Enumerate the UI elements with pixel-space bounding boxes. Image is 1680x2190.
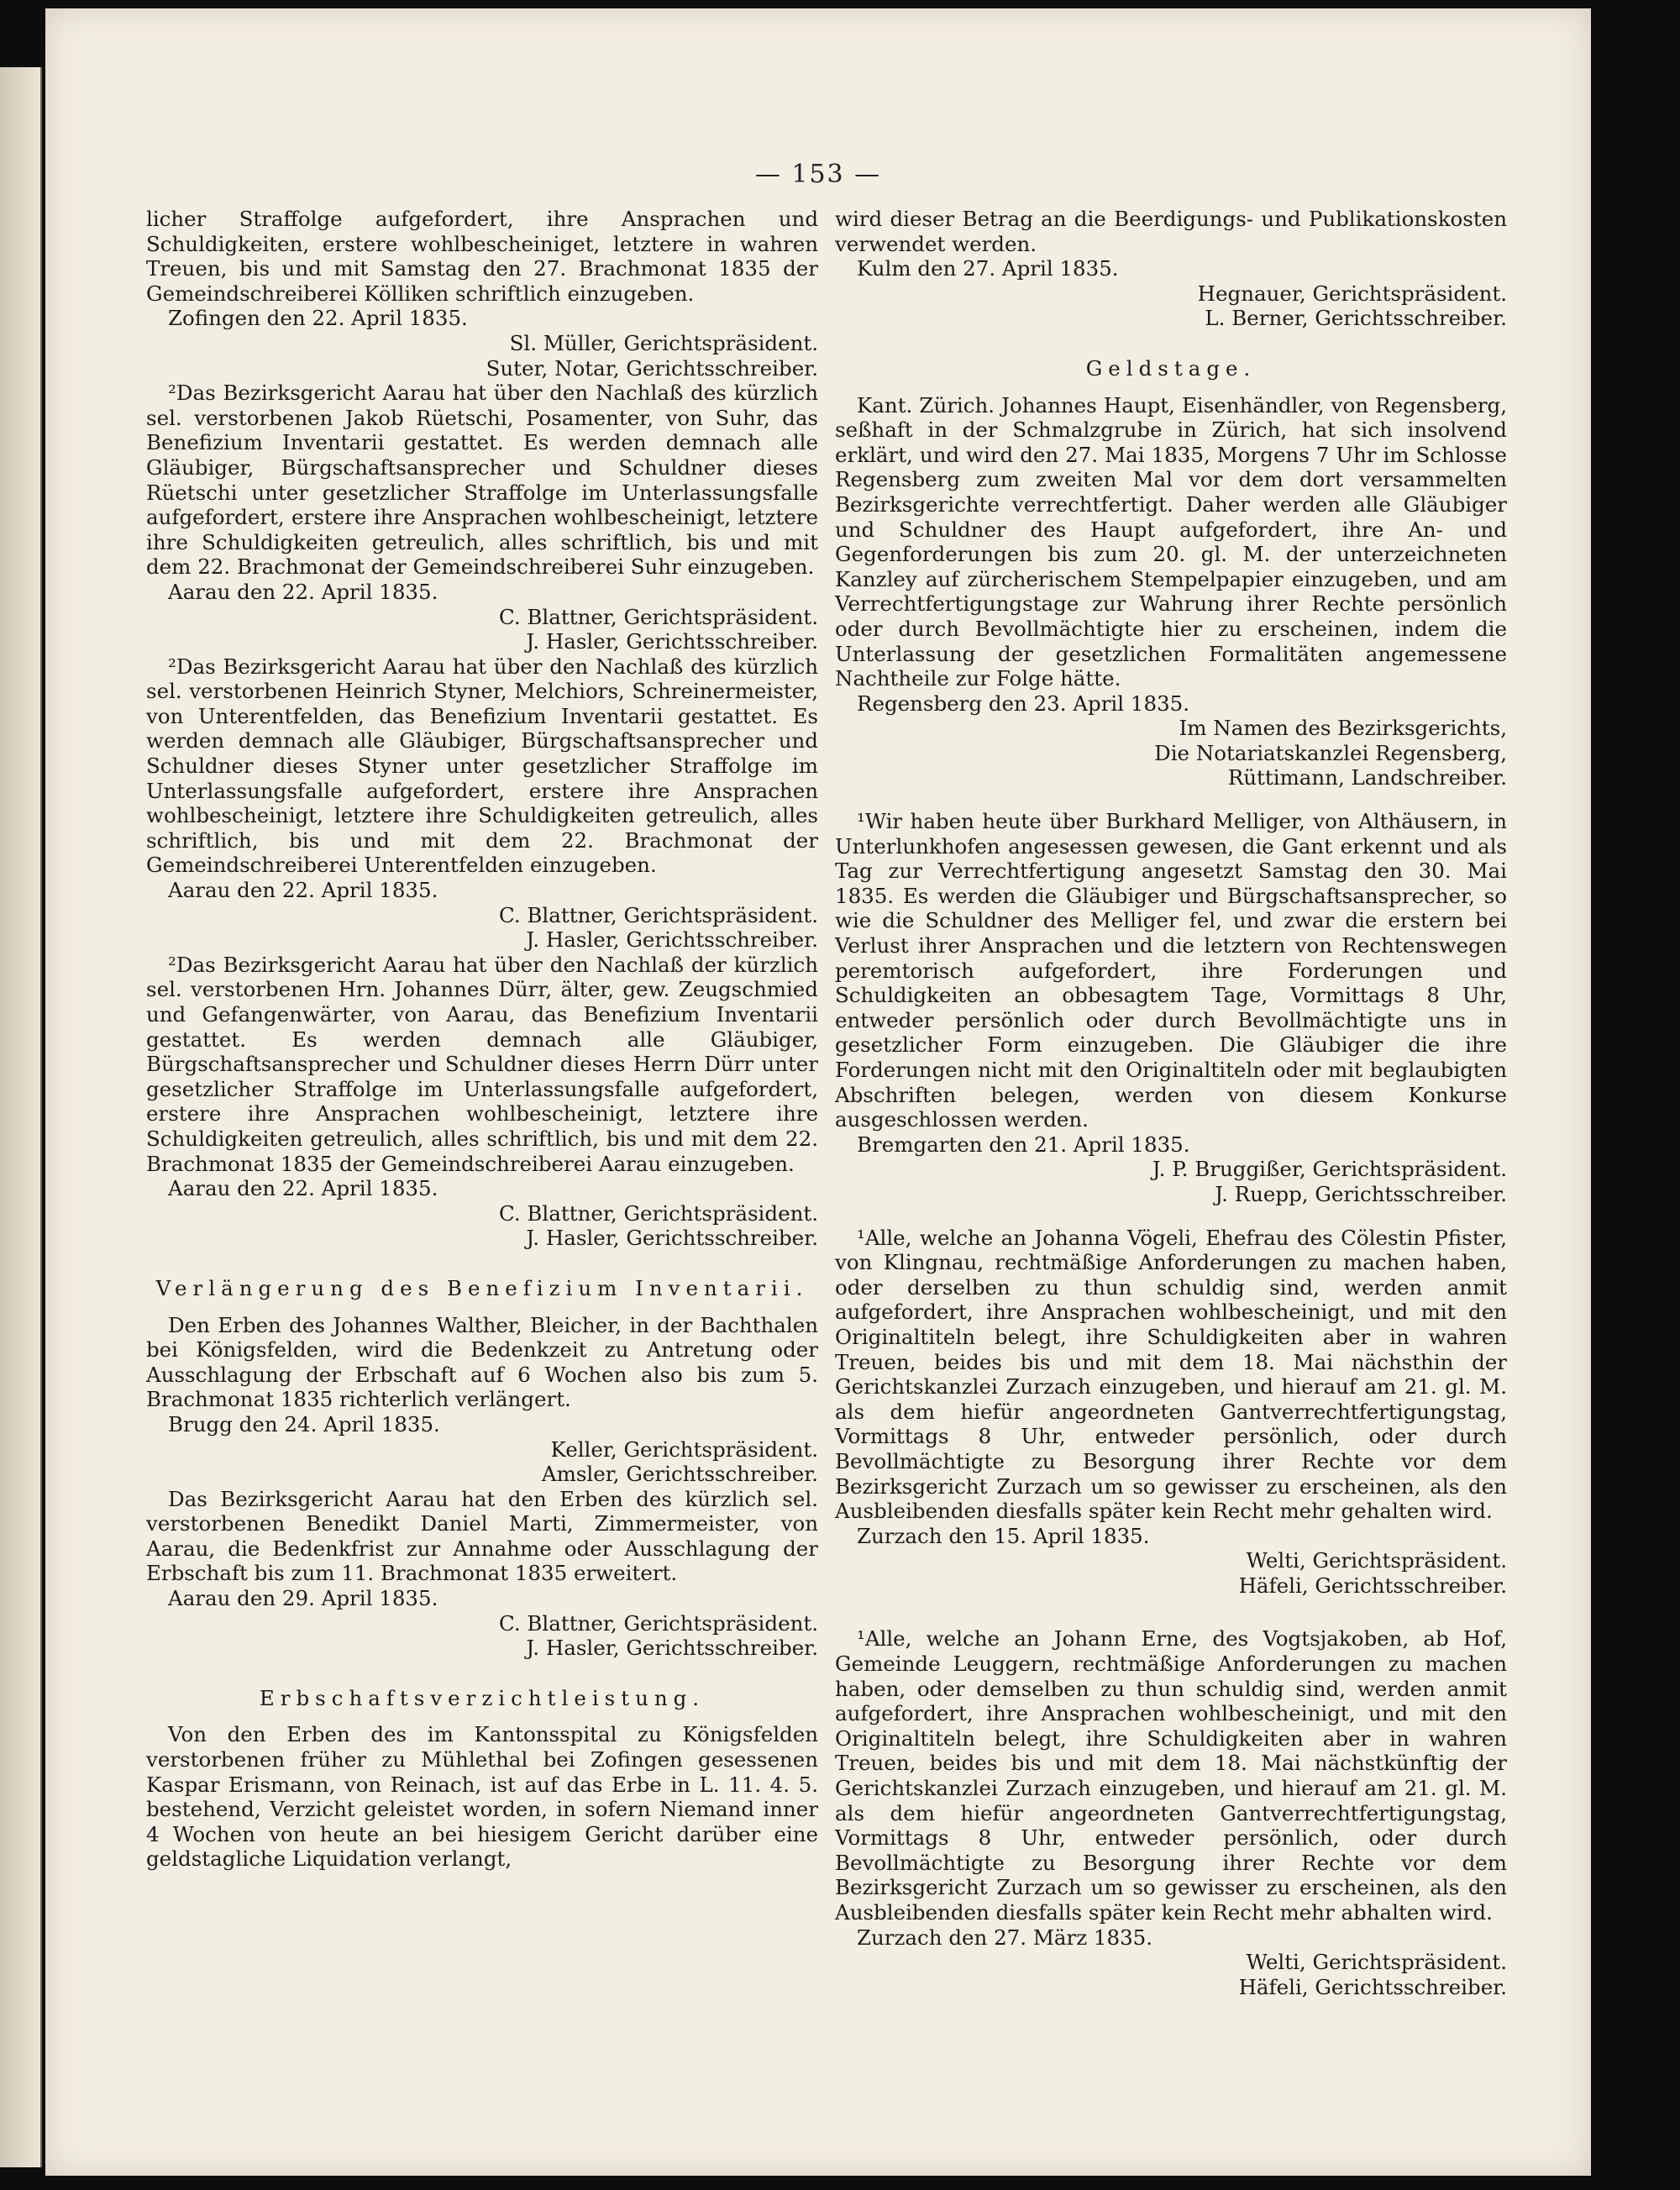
notice-paragraph: Das Bezirksgericht Aarau hat den Erben des kürzlich sel. verstorbenen Benedikt Daniel Marti, Zimmermeister, von Aarau, die Bedenkfrist zur Annahme oder Ausschlagung der Erbschaft bis zum 11. Brachmonat 1835 erweitert. [146,1486,818,1586]
signature: Die Notariatskanzlei Regensberg, [1154,740,1507,765]
notice-paragraph: wird dieser Betrag an die Beerdigungs- und Publikationskosten verwendet werden. [835,207,1507,256]
newspaper-page [45,8,1591,2176]
notice-paragraph: Kant. Zürich. Johannes Haupt, Eisenhändler, von Regensberg, seßhaft in der Schmalzgrube in Zürich, hat sich insolvend erklärt, und wird den 27. Mai 1835, Morgens 7 Uhr im Schlosse Regensberg zum zweiten Mal vor dem dort versammelten Bezirksgerichte verrechtfertigt. Daher werden alle Gläubiger und Schuldner des Haupt aufgefordert, ihre An- und Gegenforderungen bis zum 20. gl. M. der unterzeichneten Kanzley auf zürcherischem Stempelpapier einzugeben, und am Verrechtfertigungstage zur Wahrung ihrer Rechte persönlich oder durch Bevollmächtigte hier zu erscheinen, indem die Unterlassung der gesetzlichen Formalitäten angemessene Nachtheile zur Folge hätte. [835,392,1507,691]
notice-date: Brugg den 24. April 1835. [168,1411,440,1436]
notice-paragraph: licher Straffolge aufgefordert, ihre Ansprachen und Schuldigkeiten, erstere wohlbescheiniget, letztere in wahren Treuen, bis und mit Samstag den 27. Brachmonat 1835 der Gemeindschreiberei Kölliken schriftlich einzugeben. [146,207,818,306]
signature: C. Blattner, Gerichtspräsident. [498,1200,818,1226]
notice-date: Aarau den 22. April 1835. [168,1176,438,1201]
signature: J. Ruepp, Gerichtsschreiber. [1215,1181,1507,1206]
signature: J. Hasler, Gerichtsschreiber. [526,629,818,654]
facing-page-edge [0,67,42,2167]
notice-paragraph: ¹Wir haben heute über Burkhard Melliger, von Althäusern, in Unterlunkhofen angesessen gewesen, die Gant erkennt und als Tag zur Verrechtfertigung angesetzt Samstag den 30. Mai 1835. Es werden die Gläubiger und Bürgschaftsansprecher, so wie die Schuldner des Melliger fel, und zwar die erstern bei Verlust ihrer Ansprachen und die letztern von Rechtenswegen peremtorisch aufgefordert, ihre Forderungen und Schuldigkeiten an obbesagtem Tage, Vormittags 8 Uhr, entweder persönlich oder durch Bevollmächtigte uns in gesetzlicher Form einzugeben. Die Gläubiger die ihre Forderungen nicht mit den Originaltiteln oder mit beglaubigten Abschriften belegen, werden von diesem Konkurse ausgeschlossen werden. [835,809,1507,1132]
right-column [835,207,1507,1999]
notice-date: Zofingen den 22. April 1835. [168,306,468,331]
signature: J. Hasler, Gerichtsschreiber. [526,1226,818,1251]
spacer [835,790,1507,809]
section-heading: Verlängerung des Benefizium Inventarii. [155,1275,809,1300]
signature: Amsler, Gerichtsschreiber. [541,1462,818,1487]
signature: Hegnauer, Gerichtspräsident. [1197,281,1507,306]
signature: L. Berner, Gerichtsschreiber. [1205,306,1507,331]
spacer [835,1207,1507,1226]
notice-paragraph: Von den Erben des im Kantonsspital zu Königsfelden verstorbenen früher zu Mühlethal bei Zofingen gesessenen Kaspar Erismann, von Reinach, ist auf das Erbe in L. 11. 4. 5. bestehend, Verzicht geleistet worden, in sofern Niemand inner 4 Wochen von heute an bei hiesigem Gericht darüber eine geldstagliche Liquidation verlangt, [146,1722,818,1872]
notice-date: Zurzach den 15. April 1835. [857,1523,1150,1548]
notice-date: Kulm den 27. April 1835. [857,256,1119,281]
notice-date: Aarau den 29. April 1835. [168,1586,438,1611]
signature: C. Blattner, Gerichtspräsident. [498,604,818,629]
notice-paragraph: Den Erben des Johannes Walther, Bleicher, in der Bachthalen bei Königsfelden, wird die Bedenkzeit zu Antretung oder Ausschlagung der Erbschaft auf 6 Wochen also bis zum 5. Brachmonat 1835 richterlich verlängert. [146,1312,818,1412]
notice-paragraph: ²Das Bezirksgericht Aarau hat über den Nachlaß der kürzlich sel. verstorbenen Hrn. Johannes Dürr, älter, gew. Zeugschmied und Gefangenwärter, von Aarau, das Benefizium Inventarii gestattet. Es werden demnach alle Gläubiger, Bürgschaftsansprecher und Schuldner dieses Herrn Dürr unter gesetzlicher Straffolge im Unterlassungsfalle aufgefordert, erstere ihre Ansprachen wohlbescheinigt, letztere ihre Schuldigkeiten getreulich, alles schriftlich, bis und mit dem 22. Brachmonat 1835 der Gemeindschreiberei Aarau einzugeben. [146,952,818,1176]
signature: Sl. Müller, Gerichtspräsident. [509,330,818,355]
signature: Häfeli, Gerichtsschreiber. [1238,1573,1507,1598]
notice-paragraph: ¹Alle, welche an Johanna Vögeli, Ehefrau des Cölestin Pfister, von Klingnau, rechtmäßige Anforderungen zu machen haben, oder derselben zu thun schuldig sind, werden anmit aufgefordert, ihre Ansprachen wohlbescheinigt, und mit den Originaltiteln belegt, ihre Schuldigkeiten aber in wahren Treuen, beides bis und mit dem 18. Mai nächsthin der Gerichtskanzlei Zurzach einzugeben, und hierauf am 21. gl. M. als dem hiefür angeordneten Gantverrechtfertigungstag, Vormittags 8 Uhr, entweder persönlich, oder durch Bevollmächtigte zu Besorgung ihrer Rechte vor dem Bezirksgericht Zurzach um so gewisser zu erscheinen, als den Ausbleibenden diesfalls später kein Recht mehr gehalten wird. [835,1225,1507,1524]
notice-date: Bremgarten den 21. April 1835. [857,1132,1190,1157]
notice-date: Aarau den 22. April 1835. [168,878,438,903]
signature: Suter, Notar, Gerichtsschreiber. [486,355,818,381]
notice-date: Aarau den 22. April 1835. [168,579,438,604]
signature: Im Namen des Bezirksgerichts, [1179,716,1507,741]
signature: J. P. Bruggißer, Gerichtspräsident. [1152,1157,1507,1182]
spacer [835,1598,1507,1626]
signature: Welti, Gerichtspräsident. [1246,1548,1507,1573]
page-number: — 153 — [754,160,882,189]
signature: Keller, Gerichtspräsident. [550,1436,818,1462]
notice-paragraph: ²Das Bezirksgericht Aarau hat über den Nachlaß des kürzlich sel. verstorbenen Jakob Rüetschi, Posamenter, von Suhr, das Benefizium Inventarii gestattet. Es werden demnach alle Gläubiger, Bürgschaftsansprecher und Schuldner dieses Rüetschi unter gesetzlicher Straffolge im Unterlassungsfalle aufgefordert, erstere ihre Ansprachen wohlbescheinigt, letztere ihre Schuldigkeiten getreulich, alles schriftlich, bis und mit dem 22. Brachmonat der Gemeindschreiberei Suhr einzugeben. [146,381,818,580]
signature: Häfeli, Gerichtsschreiber. [1238,1974,1507,1999]
section-heading: Erbschaftsverzichtleistung. [259,1685,706,1710]
section-heading: Geldstage. [1085,355,1257,381]
signature: J. Hasler, Gerichtsschreiber. [526,927,818,953]
signature: Welti, Gerichtspräsident. [1246,1950,1507,1975]
notice-date: Zurzach den 27. März 1835. [857,1925,1153,1950]
left-column [146,207,818,1872]
signature: C. Blattner, Gerichtspräsident. [498,902,818,927]
notice-date: Regensberg den 23. April 1835. [857,691,1190,716]
notice-paragraph: ²Das Bezirksgericht Aarau hat über den Nachlaß des kürzlich sel. verstorbenen Heinrich Styner, Melchiors, Schreinermeister, von Unterentfelden, das Benefizium Inventarii gestattet. Es werden demnach alle Gläubiger, Bürgschaftsansprecher und Schuldner dieses Styner unter gesetzlicher Straffolge im Unterlassungsfalle aufgefordert, erstere ihre Ansprachen wohlbescheinigt, letztere ihre Schuldigkeiten getreulich, alles schriftlich, bis und mit dem 22. Brachmonat der Gemeindschreiberei Unterentfelden einzugeben. [146,654,818,878]
signature: C. Blattner, Gerichtspräsident. [498,1610,818,1636]
notice-paragraph: ¹Alle, welche an Johann Erne, des Vogtsjakoben, ab Hof, Gemeinde Leuggern, rechtmäßige Anforderungen zu machen haben, oder demselben zu thun schuldig sind, werden anmit aufgefordert, ihre Ansprachen wohlbescheinigt, und mit den Originaltiteln belegt, ihre Schuldigkeiten aber in wahren Treuen, beides bis und mit dem 18. Mai nächstkünftig der Gerichtskanzlei Zurzach einzugeben, und hierauf am 21. gl. M. als dem hiefür angeordneten Gantverrechtfertigungstag, Vormittags 8 Uhr, entweder persönlich, oder durch Bevollmächtigte zu Besorgung ihrer Rechte vor dem Bezirksgericht Zurzach um so gewisser zu erscheinen, als den Ausbleibenden diesfalls später kein Recht mehr abhalten wird. [835,1626,1507,1925]
signature: J. Hasler, Gerichtsschreiber. [526,1636,818,1661]
signature: Rüttimann, Landschreiber. [1227,765,1507,790]
